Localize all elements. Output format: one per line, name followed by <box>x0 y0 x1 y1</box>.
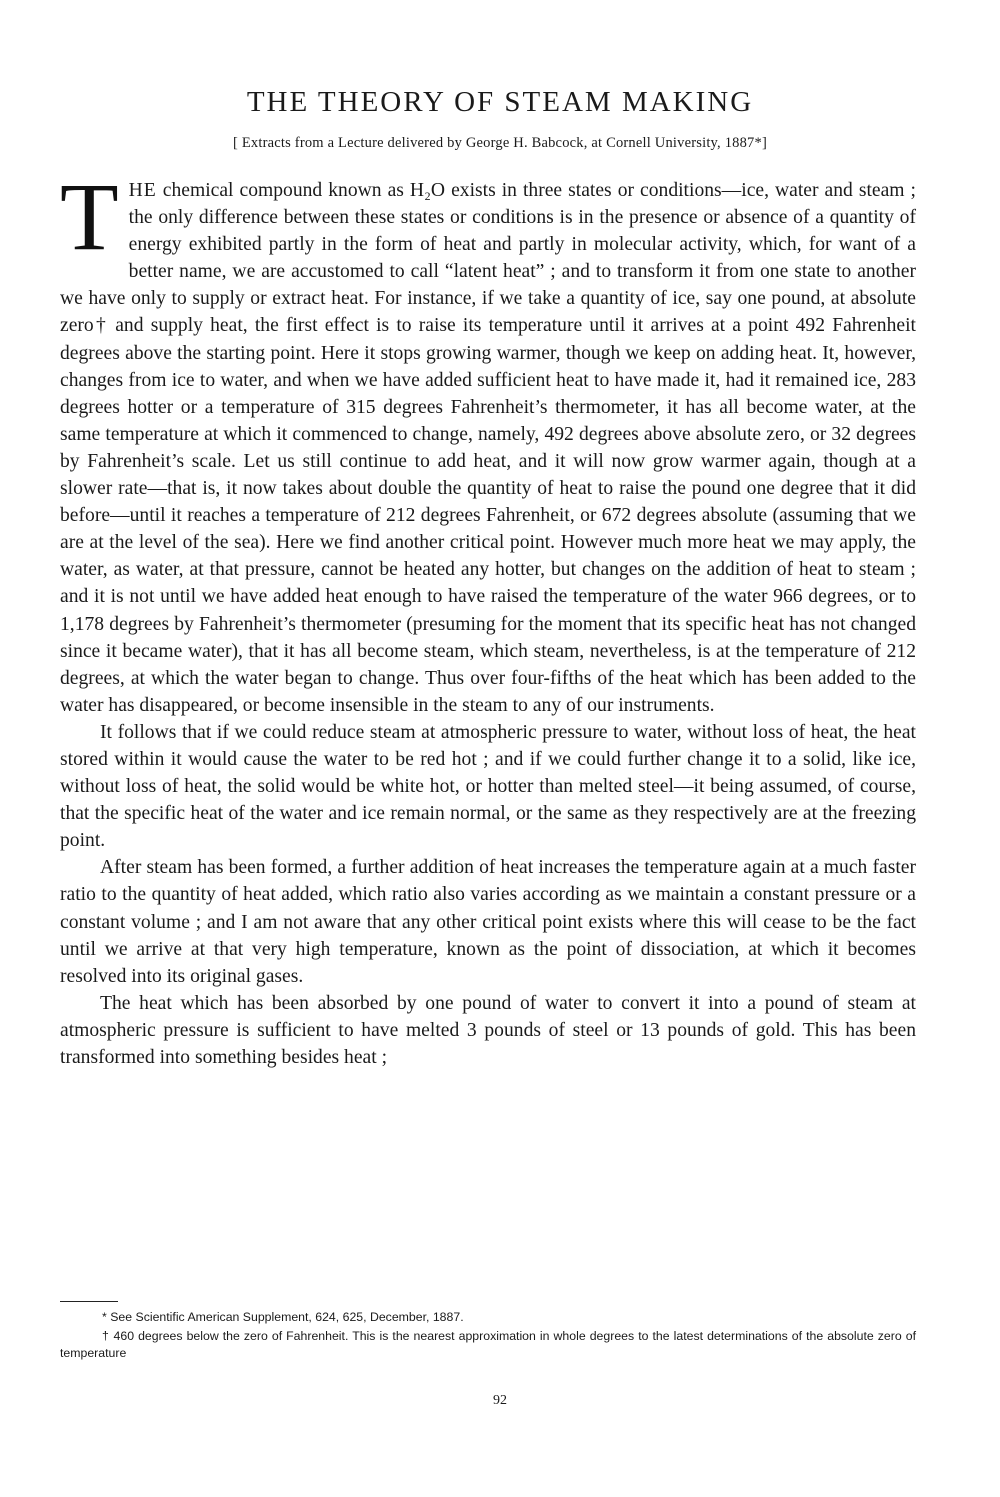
paragraph: It follows that if we could reduce steam at atmospheric pressure to water, without loss of heat, the heat stored within it would cause the water to be red hot ; and if we could further change it to a solid, like ice, without loss of heat, the solid would be white hot, or hotter than melted steel—it being assumed, of course, that the specific heat of the water and ice remain normal, or the same as they respectively are at the freezing point. <box>60 721 916 852</box>
footnote: * See Scientific American Supplement, 624, 625, December, 1887. <box>102 1310 464 1324</box>
footnote-divider <box>60 1301 118 1302</box>
first-word-rest: HE <box>128 180 157 201</box>
page-title: THE THEORY OF STEAM MAKING <box>246 86 754 118</box>
page-number: 92 <box>493 1393 507 1408</box>
paragraph-text: chemical compound known as H₂O exists in three states or conditions—ice, water and steam ; the only difference between these states or conditions is in the presence or absence of a quantity of energy exhibited partly in the form of heat and partly in molecular activity, which, for want of a better name, we are accustomed to call “latent heat” ; and to transform it from one state to another we have only to supply or extract heat. For instance, if we take a quantity of ice, say one pound, at absolute zero† and supply heat, the first effect is to raise its temperature until it arrives at a point 492 Fahrenheit degrees above the starting point. Here it stops growing warmer, though we keep on adding heat. It, however, changes from ice to water, and when we have added sufficient heat to have made it, had it remained ice, 283 degrees hotter or a temperature of 315 degrees Fahrenheit’s thermometer, it has all become water, at the same temperature at which it commenced to change, namely, 492 degrees above absolute zero, or 32 degrees by Fahrenheit’s scale. Let us still continue to add heat, and it will now grow warmer again, though at a slower rate—that is, it now takes about double the quantity of heat to raise the pound one degree that it did before—until it reaches a temperature of 212 degrees Fahrenheit, or 672 degrees absolute (assuming that we are at the level of the sea). Here we find another critical point. However much more heat we may apply, the water, as water, at that pressure, cannot be heated any hotter, but changes on the addition of heat to steam ; and it is not until we have added heat enough to have raised the temperature of the water 966 degrees, or to 1,178 degrees by Fahrenheit’s thermometer (presuming for the moment that its specific heat has not changed since it became water), that it has all become steam, which steam, nevertheless, is at the temperature of 212 degrees, at which the water began to change. Thus over four-fifths of the heat which has been added to the water has disappeared, or become insensible in the steam to any of our instruments. <box>60 180 916 716</box>
paragraph: After steam has been formed, a further addition of heat increases the temperature again at a much faster ratio to the quantity of heat added, which ratio also varies according as we maintain a constant pressure or a constant volume ; and I am not aware that any other critical point exists where this will cease to be the fact until we arrive at that very high temperature, known as the point of dissociation, at which it becomes resolved into its original gases. <box>60 857 916 987</box>
paragraph <box>60 163 916 719</box>
subtitle: [ Extracts from a Lecture delivered by George H. Babcock, at Cornell University, 1887*] <box>233 135 767 151</box>
body-text <box>60 163 916 1071</box>
footnotes <box>60 1309 916 1364</box>
paragraph: The heat which has been absorbed by one pound of water to convert it into a pound of steam at atmospheric pressure is sufficient to have melted 3 pounds of steel or 13 pounds of gold. This has been transformed into something besides heat ; <box>60 992 916 1068</box>
drop-cap: T <box>60 163 119 270</box>
footnote: † 460 degrees below the zero of Fahrenheit. This is the nearest approximation in whole degrees to the latest determinations of the absolute zero of temperature <box>60 1329 916 1360</box>
